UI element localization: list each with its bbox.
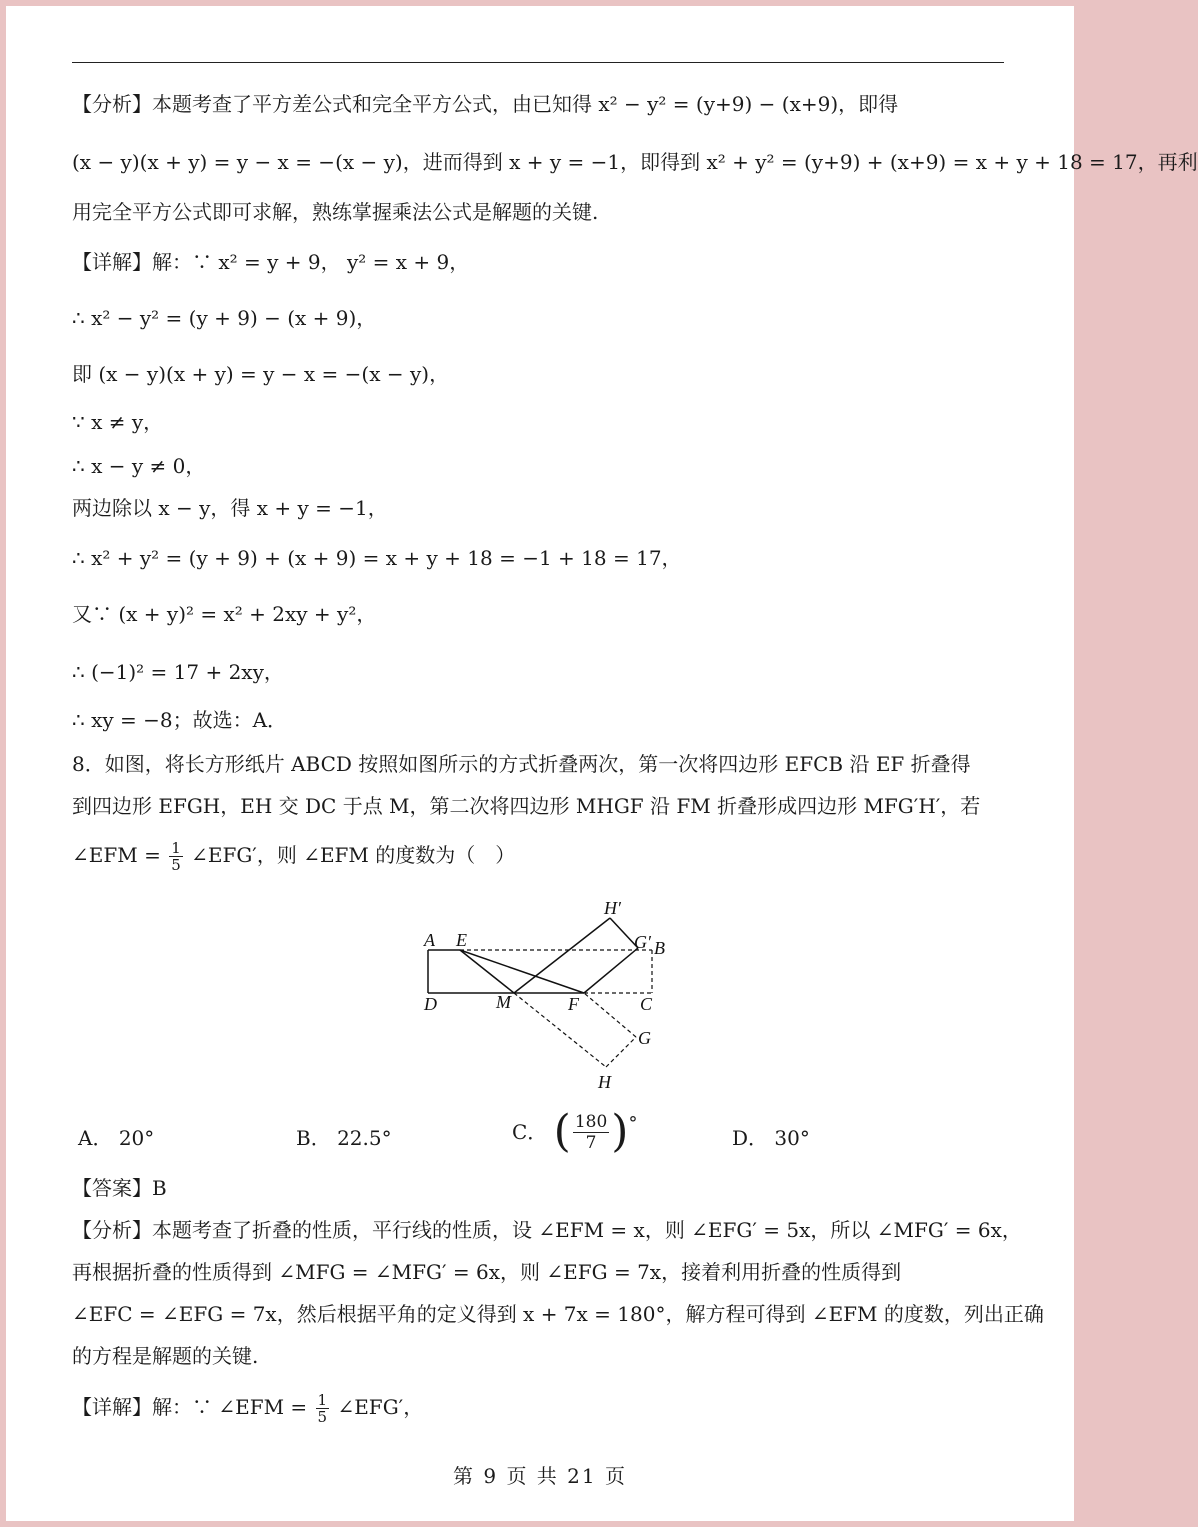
detail-suffix: ∠EFG′， [337, 1395, 424, 1419]
text-line: 【分析】本题考查了折叠的性质，平行线的性质，设 ∠EFM = x，则 ∠EFG′ = 5x，所以 ∠MFG′ = 6x， [72, 1218, 1022, 1242]
option-a-value: 20° [118, 1126, 155, 1150]
label-M: M [496, 992, 511, 1012]
angle-expression: ∠EFM = [72, 843, 161, 867]
text-line: 【分析】本题考查了平方差公式和完全平方公式，由已知得 x² − y² = (y+9) − (x+9)，即得 [72, 92, 899, 116]
option-a [78, 1124, 154, 1152]
fraction [316, 1392, 330, 1425]
segment-EM [460, 950, 514, 993]
text-line: ∴ x − y ≠ 0， [72, 454, 206, 478]
label-G: G [638, 1028, 651, 1048]
label-A: A [424, 930, 435, 950]
label-H: H [598, 1072, 611, 1092]
text-line: ∴ x² − y² = (y + 9) − (x + 9)， [72, 306, 377, 330]
option-c-value [553, 1106, 638, 1157]
option-d-label: D． [732, 1126, 769, 1150]
fraction-denominator: 5 [317, 1408, 328, 1426]
answer-line: 【答案】B [72, 1176, 167, 1200]
fraction-numerator: 1 [171, 839, 181, 857]
option-b-label: B． [296, 1126, 331, 1150]
text-line: 两边除以 x − y，得 x + y = −1， [72, 496, 388, 520]
degree-unit: ° [628, 1113, 638, 1134]
option-c [512, 1106, 638, 1157]
option-b [296, 1124, 392, 1152]
label-E: E [456, 930, 467, 950]
fraction [573, 1112, 609, 1153]
question-8-line: 8．如图，将长方形纸片 ABCD 按照如图所示的方式折叠两次，第一次将四边形 EFCB 沿 EF 折叠得 [72, 752, 971, 776]
segment-GpF [584, 948, 638, 993]
fraction-denominator: 5 [171, 856, 181, 874]
fraction-numerator: 1 [317, 1391, 328, 1409]
text-line: ∴ (−1)² = 17 + 2xy， [72, 660, 284, 684]
text-line: ∵ x ≠ y， [72, 410, 164, 434]
text-line: (x − y)(x + y) = y − x = −(x − y)，进而得到 x + y = −1，即得到 x² + y² = (y+9) + (x+9) = x + y + 18 = 17，再利 [72, 150, 1198, 174]
segment-MH [514, 993, 606, 1067]
segment-HG [606, 1037, 636, 1067]
label-H-prime: H′ [604, 898, 621, 918]
option-b-value: 22.5° [337, 1126, 392, 1150]
text-line: 的方程是解题的关键. [72, 1344, 259, 1368]
fraction [169, 840, 183, 873]
right-paren: ) [611, 1106, 629, 1157]
label-G-prime: G′ [634, 932, 651, 952]
option-c-label: C． [512, 1120, 548, 1144]
folding-figure [410, 890, 680, 1100]
text-line: ∠EFC = ∠EFG = 7x，然后根据平角的定义得到 x + 7x = 180°，解方程可得到 ∠EFM 的度数，列出正确 [72, 1302, 1044, 1326]
text-line: 即 (x − y)(x + y) = y − x = −(x − y)， [72, 362, 450, 386]
option-d-value: 30° [774, 1126, 810, 1150]
label-C: C [640, 994, 653, 1014]
page-footer: 第 9 页 共 21 页 [453, 1464, 627, 1488]
option-d [732, 1124, 810, 1152]
text-line: 又∵ (x + y)² = x² + 2xy + y²， [72, 602, 377, 626]
fraction-numerator: 180 [574, 1111, 608, 1132]
question-8-line [72, 840, 1004, 873]
text-line: 再根据折叠的性质得到 ∠MFG = ∠MFG′ = 6x，则 ∠EFG = 7x，接着利用折叠的性质得到 [72, 1260, 902, 1284]
header-rule [72, 62, 1004, 63]
fraction-denominator: 7 [585, 1132, 597, 1153]
question-8-line: 到四边形 EFGH，EH 交 DC 于点 M，第二次将四边形 MHGF 沿 FM 折叠形成四边形 MFG′H′，若 [72, 794, 981, 818]
text-line: 用完全平方公式即可求解，熟练掌握乘法公式是解题的关键. [72, 200, 599, 224]
question-prompt: ∠EFG′，则 ∠EFM 的度数为（ ） [191, 843, 516, 867]
label-F: F [568, 994, 579, 1014]
left-paren: ( [553, 1106, 571, 1157]
segment-MHp [514, 918, 610, 993]
detail-prefix: 【详解】解：∵ ∠EFM = [72, 1395, 308, 1419]
option-a-label: A． [78, 1126, 113, 1150]
segment-GF [584, 993, 636, 1037]
label-B: B [654, 938, 665, 958]
text-line: ∴ x² + y² = (y + 9) + (x + 9) = x + y + 18 = −1 + 18 = 17， [72, 546, 682, 570]
text-line: ∴ xy = −8；故选：A． [72, 708, 288, 732]
label-D: D [424, 994, 437, 1014]
text-line [72, 1392, 1004, 1425]
text-line: 【详解】解：∵ x² = y + 9， y² = x + 9， [72, 250, 470, 274]
